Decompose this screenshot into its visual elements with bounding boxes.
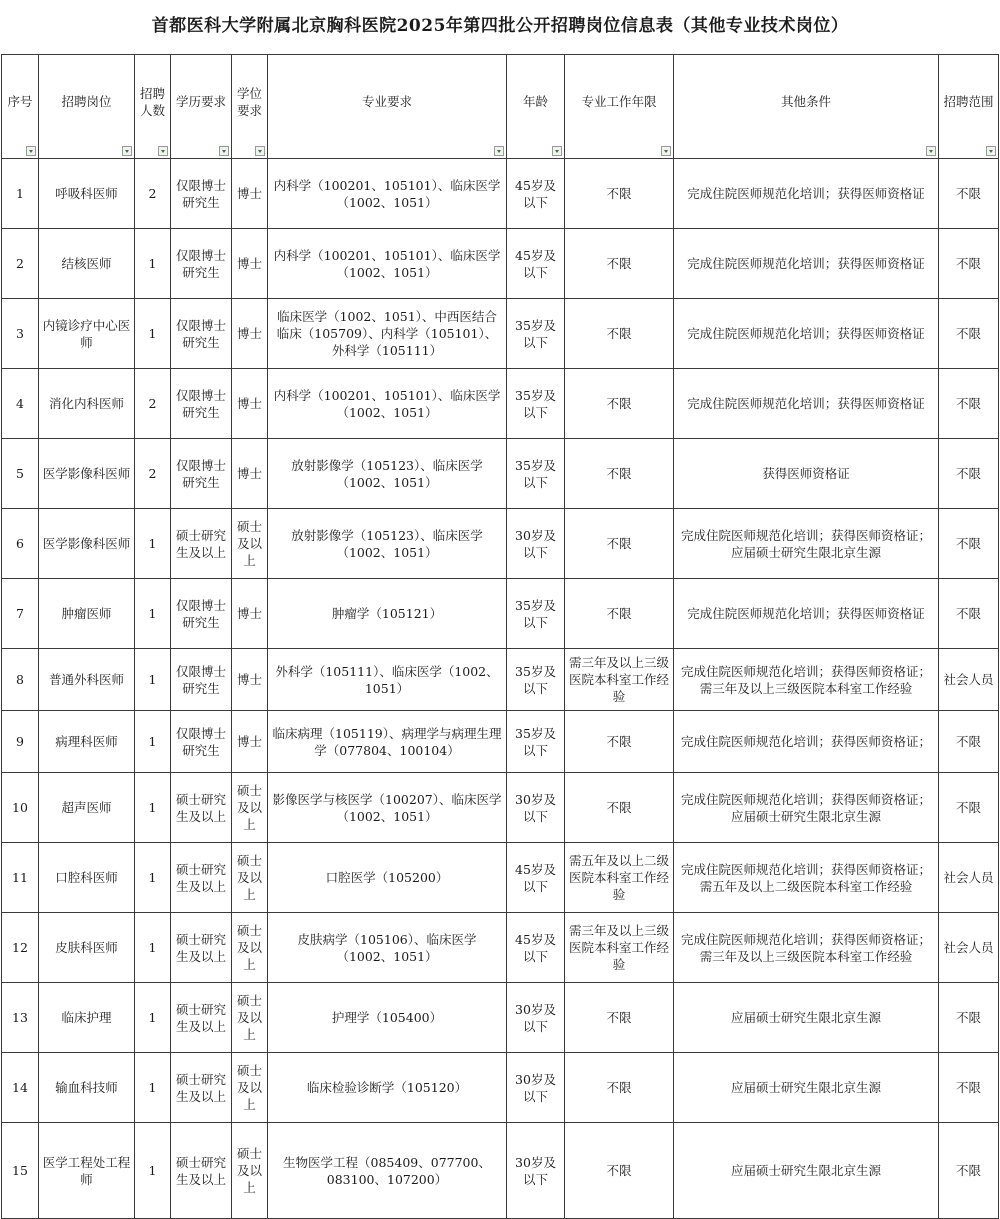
cell-degree: 硕士及以上 <box>232 509 268 579</box>
cell-other: 完成住院医师规范化培训；获得医师资格证 <box>674 579 939 649</box>
cell-other: 完成住院医师规范化培训；获得医师资格证；需五年及以上二级医院本科室工作经验 <box>674 843 939 913</box>
cell-other: 应届硕士研究生限北京生源 <box>674 983 939 1053</box>
table-row <box>2 1053 999 1123</box>
filter-dropdown-icon[interactable] <box>219 146 229 156</box>
header-experience <box>565 55 674 159</box>
cell-age: 45岁及以下 <box>507 913 565 983</box>
cell-scope: 社会人员 <box>939 913 999 983</box>
cell-scope: 不限 <box>939 229 999 299</box>
cell-major: 临床检验诊断学（105120） <box>268 1053 507 1123</box>
cell-major: 内科学（100201、105101）、临床医学（1002、1051） <box>268 159 507 229</box>
cell-degree: 硕士及以上 <box>232 843 268 913</box>
header-scope <box>939 55 999 159</box>
cell-experience: 不限 <box>565 1053 674 1123</box>
cell-other: 完成住院医师规范化培训；获得医师资格证 <box>674 299 939 369</box>
cell-other: 应届硕士研究生限北京生源 <box>674 1123 939 1219</box>
cell-age: 30岁及以下 <box>507 1123 565 1219</box>
table-row <box>2 299 999 369</box>
cell-age: 35岁及以下 <box>507 579 565 649</box>
filter-dropdown-icon[interactable] <box>661 146 671 156</box>
cell-experience: 不限 <box>565 439 674 509</box>
cell-experience: 需五年及以上二级医院本科室工作经验 <box>565 843 674 913</box>
cell-education: 仅限博士研究生 <box>171 711 232 773</box>
cell-position: 超声医师 <box>39 773 135 843</box>
cell-age: 30岁及以下 <box>507 773 565 843</box>
cell-other: 完成住院医师规范化培训；获得医师资格证；需三年及以上三级医院本科室工作经验 <box>674 913 939 983</box>
cell-major: 口腔医学（105200） <box>268 843 507 913</box>
cell-count: 2 <box>135 439 171 509</box>
header-other <box>674 55 939 159</box>
cell-seq: 4 <box>2 369 39 439</box>
cell-seq: 8 <box>2 649 39 711</box>
cell-major: 皮肤病学（105106）、临床医学（1002、1051） <box>268 913 507 983</box>
recruitment-table <box>1 54 999 1219</box>
header-label: 序号 <box>7 94 33 109</box>
cell-scope: 不限 <box>939 1053 999 1123</box>
cell-education: 仅限博士研究生 <box>171 299 232 369</box>
cell-experience: 不限 <box>565 983 674 1053</box>
cell-experience: 不限 <box>565 711 674 773</box>
cell-other: 获得医师资格证 <box>674 439 939 509</box>
filter-dropdown-icon[interactable] <box>26 146 36 156</box>
cell-education: 硕士研究生及以上 <box>171 1123 232 1219</box>
cell-seq: 11 <box>2 843 39 913</box>
header-label: 招聘范围 <box>943 94 994 109</box>
cell-count: 1 <box>135 649 171 711</box>
cell-degree: 硕士及以上 <box>232 983 268 1053</box>
cell-age: 30岁及以下 <box>507 1053 565 1123</box>
cell-age: 35岁及以下 <box>507 711 565 773</box>
cell-degree: 硕士及以上 <box>232 1053 268 1123</box>
cell-count: 1 <box>135 843 171 913</box>
table-row <box>2 913 999 983</box>
table-body <box>2 159 999 1219</box>
filter-dropdown-icon[interactable] <box>122 146 132 156</box>
cell-seq: 12 <box>2 913 39 983</box>
cell-experience: 不限 <box>565 299 674 369</box>
cell-scope: 不限 <box>939 159 999 229</box>
cell-education: 仅限博士研究生 <box>171 649 232 711</box>
cell-education: 硕士研究生及以上 <box>171 843 232 913</box>
cell-age: 35岁及以下 <box>507 299 565 369</box>
cell-scope: 不限 <box>939 773 999 843</box>
cell-degree: 博士 <box>232 229 268 299</box>
filter-dropdown-icon[interactable] <box>986 146 996 156</box>
cell-scope: 不限 <box>939 711 999 773</box>
table-row <box>2 843 999 913</box>
cell-age: 35岁及以下 <box>507 369 565 439</box>
cell-education: 硕士研究生及以上 <box>171 1053 232 1123</box>
cell-degree: 博士 <box>232 299 268 369</box>
cell-other: 完成住院医师规范化培训；获得医师资格证；应届硕士研究生限北京生源 <box>674 509 939 579</box>
cell-education: 硕士研究生及以上 <box>171 773 232 843</box>
header-position <box>39 55 135 159</box>
header-label: 专业工作年限 <box>581 94 657 109</box>
cell-seq: 1 <box>2 159 39 229</box>
cell-count: 1 <box>135 1053 171 1123</box>
cell-position: 医学影像科医师 <box>39 439 135 509</box>
cell-major: 放射影像学（105123）、临床医学（1002、1051） <box>268 509 507 579</box>
cell-position: 结核医师 <box>39 229 135 299</box>
table-row <box>2 983 999 1053</box>
cell-age: 45岁及以下 <box>507 159 565 229</box>
cell-major: 内科学（100201、105101）、临床医学（1002、1051） <box>268 229 507 299</box>
cell-position: 医学影像科医师 <box>39 509 135 579</box>
table-row <box>2 229 999 299</box>
table-row <box>2 579 999 649</box>
cell-count: 2 <box>135 159 171 229</box>
cell-degree: 博士 <box>232 649 268 711</box>
cell-position: 肿瘤医师 <box>39 579 135 649</box>
cell-count: 1 <box>135 579 171 649</box>
cell-count: 2 <box>135 369 171 439</box>
cell-major: 影像医学与核医学（100207）、临床医学（1002、1051） <box>268 773 507 843</box>
cell-other: 完成住院医师规范化培训；获得医师资格证 <box>674 369 939 439</box>
cell-count: 1 <box>135 913 171 983</box>
cell-scope: 不限 <box>939 439 999 509</box>
cell-major: 放射影像学（105123）、临床医学（1002、1051） <box>268 439 507 509</box>
cell-education: 硕士研究生及以上 <box>171 913 232 983</box>
cell-count: 1 <box>135 1123 171 1219</box>
cell-education: 仅限博士研究生 <box>171 229 232 299</box>
cell-major: 肿瘤学（105121） <box>268 579 507 649</box>
cell-degree: 博士 <box>232 711 268 773</box>
cell-seq: 7 <box>2 579 39 649</box>
cell-seq: 15 <box>2 1123 39 1219</box>
cell-position: 临床护理 <box>39 983 135 1053</box>
cell-scope: 社会人员 <box>939 843 999 913</box>
header-label: 招聘人数 <box>139 86 165 118</box>
cell-degree: 博士 <box>232 439 268 509</box>
cell-other: 应届硕士研究生限北京生源 <box>674 1053 939 1123</box>
filter-dropdown-icon[interactable] <box>926 146 936 156</box>
header-row <box>2 55 999 159</box>
header-label: 专业要求 <box>361 94 412 109</box>
cell-seq: 6 <box>2 509 39 579</box>
filter-dropdown-icon[interactable] <box>494 146 504 156</box>
cell-education: 硕士研究生及以上 <box>171 983 232 1053</box>
cell-scope: 不限 <box>939 369 999 439</box>
cell-scope: 不限 <box>939 1123 999 1219</box>
cell-count: 1 <box>135 509 171 579</box>
cell-position: 病理科医师 <box>39 711 135 773</box>
cell-seq: 14 <box>2 1053 39 1123</box>
cell-experience: 不限 <box>565 159 674 229</box>
cell-other: 完成住院医师规范化培训；获得医师资格证；应届硕士研究生限北京生源 <box>674 773 939 843</box>
cell-experience: 需三年及以上三级医院本科室工作经验 <box>565 649 674 711</box>
filter-dropdown-icon[interactable] <box>255 146 265 156</box>
cell-other: 完成住院医师规范化培训；获得医师资格证； <box>674 711 939 773</box>
cell-major: 临床医学（1002、1051）、中西医结合临床（105709）、内科学（105101）、外科学（105111） <box>268 299 507 369</box>
cell-education: 仅限博士研究生 <box>171 439 232 509</box>
cell-scope: 不限 <box>939 299 999 369</box>
cell-other: 完成住院医师规范化培训；获得医师资格证 <box>674 229 939 299</box>
cell-scope: 不限 <box>939 509 999 579</box>
cell-position: 输血科技师 <box>39 1053 135 1123</box>
cell-age: 35岁及以下 <box>507 649 565 711</box>
header-label: 年龄 <box>522 94 548 109</box>
cell-degree: 博士 <box>232 369 268 439</box>
filter-dropdown-icon[interactable] <box>158 146 168 156</box>
table-row <box>2 773 999 843</box>
cell-count: 1 <box>135 299 171 369</box>
cell-seq: 5 <box>2 439 39 509</box>
header-degree <box>232 55 268 159</box>
table-row <box>2 159 999 229</box>
cell-count: 1 <box>135 711 171 773</box>
cell-position: 消化内科医师 <box>39 369 135 439</box>
header-label: 学历要求 <box>175 94 226 109</box>
cell-position: 普通外科医师 <box>39 649 135 711</box>
cell-experience: 不限 <box>565 229 674 299</box>
cell-major: 护理学（105400） <box>268 983 507 1053</box>
cell-count: 1 <box>135 983 171 1053</box>
table-row <box>2 711 999 773</box>
cell-position: 口腔科医师 <box>39 843 135 913</box>
cell-count: 1 <box>135 229 171 299</box>
cell-age: 45岁及以下 <box>507 843 565 913</box>
cell-seq: 10 <box>2 773 39 843</box>
cell-position: 医学工程处工程师 <box>39 1123 135 1219</box>
table-row <box>2 369 999 439</box>
cell-education: 仅限博士研究生 <box>171 159 232 229</box>
table-row <box>2 439 999 509</box>
cell-age: 30岁及以下 <box>507 983 565 1053</box>
header-education <box>171 55 232 159</box>
table-row <box>2 1123 999 1219</box>
header-label: 其他条件 <box>780 94 831 109</box>
cell-seq: 9 <box>2 711 39 773</box>
cell-seq: 2 <box>2 229 39 299</box>
cell-scope: 社会人员 <box>939 649 999 711</box>
cell-experience: 不限 <box>565 579 674 649</box>
cell-degree: 博士 <box>232 159 268 229</box>
cell-age: 30岁及以下 <box>507 509 565 579</box>
cell-position: 皮肤科医师 <box>39 913 135 983</box>
header-count <box>135 55 171 159</box>
cell-degree: 硕士及以上 <box>232 913 268 983</box>
cell-degree: 硕士及以上 <box>232 1123 268 1219</box>
cell-age: 45岁及以下 <box>507 229 565 299</box>
cell-education: 仅限博士研究生 <box>171 579 232 649</box>
cell-position: 内镜诊疗中心医师 <box>39 299 135 369</box>
cell-education: 硕士研究生及以上 <box>171 509 232 579</box>
cell-seq: 3 <box>2 299 39 369</box>
table-row <box>2 649 999 711</box>
cell-position: 呼吸科医师 <box>39 159 135 229</box>
header-age <box>507 55 565 159</box>
cell-scope: 不限 <box>939 983 999 1053</box>
cell-degree: 博士 <box>232 579 268 649</box>
header-label: 招聘岗位 <box>61 94 112 109</box>
cell-major: 内科学（100201、105101）、临床医学（1002、1051） <box>268 369 507 439</box>
table-row <box>2 509 999 579</box>
filter-dropdown-icon[interactable] <box>552 146 562 156</box>
cell-count: 1 <box>135 773 171 843</box>
cell-experience: 不限 <box>565 773 674 843</box>
cell-major: 外科学（105111）、临床医学（1002、1051） <box>268 649 507 711</box>
page-title: 首都医科大学附属北京胸科医院2025年第四批公开招聘岗位信息表（其他专业技术岗位） <box>151 16 849 36</box>
cell-major: 临床病理（105119）、病理学与病理生理学（077804、100104） <box>268 711 507 773</box>
cell-education: 仅限博士研究生 <box>171 369 232 439</box>
header-label: 学位要求 <box>236 86 262 118</box>
header-major <box>268 55 507 159</box>
cell-experience: 不限 <box>565 509 674 579</box>
header-seq <box>2 55 39 159</box>
cell-other: 完成住院医师规范化培训；获得医师资格证；需三年及以上三级医院本科室工作经验 <box>674 649 939 711</box>
cell-degree: 硕士及以上 <box>232 773 268 843</box>
cell-experience: 不限 <box>565 1123 674 1219</box>
cell-scope: 不限 <box>939 579 999 649</box>
cell-experience: 不限 <box>565 369 674 439</box>
cell-experience: 需三年及以上三级医院本科室工作经验 <box>565 913 674 983</box>
cell-age: 35岁及以下 <box>507 439 565 509</box>
cell-major: 生物医学工程（085409、077700、083100、107200） <box>268 1123 507 1219</box>
cell-other: 完成住院医师规范化培训；获得医师资格证 <box>674 159 939 229</box>
cell-seq: 13 <box>2 983 39 1053</box>
